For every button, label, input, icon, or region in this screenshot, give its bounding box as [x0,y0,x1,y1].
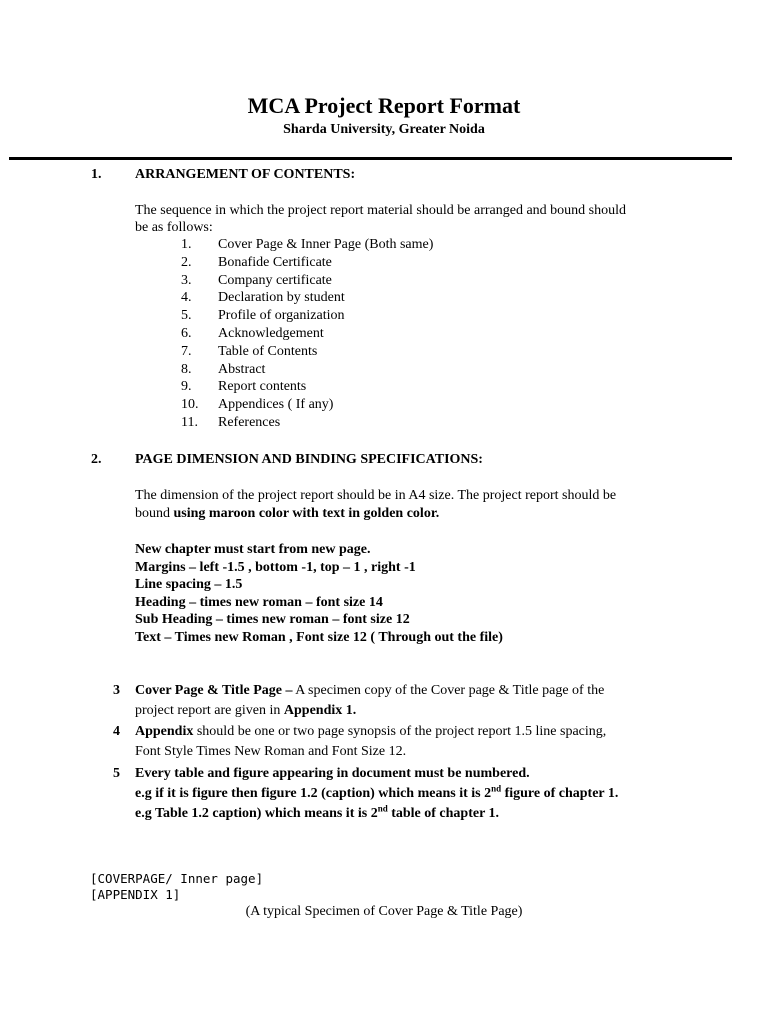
specimen-caption: (A typical Specimen of Cover Page & Title Page) [245,904,523,919]
list-item-label: Cover Page & Inner Page (Both same) [218,237,434,252]
section-2-para-line-2 [135,505,439,522]
appendix-tag: [APPENDIX 1] [90,887,181,902]
list-item-label: Table of Contents [218,343,318,359]
list-item-number: 3. [181,272,192,288]
item-3-number: 3 [113,683,120,698]
list-item-number: 4. [181,290,192,306]
item-5-number: 5 [113,766,120,781]
list-item-number: 7. [181,343,192,359]
item-3-bold-lead: Cover Page & Title Page – [135,683,293,698]
section-2-number: 2. [91,452,102,467]
list-item-label: Company certificate [218,272,332,288]
para-text: bound [135,506,174,521]
item-3-text: Cover Page & Title Page – A specimen copy of the Cover page & Title page of the project report are given in Appendix 1. [135,683,605,718]
section-2-para-line-1: The dimension of the project report should be in A4 size. The project report should be [135,488,617,503]
list-item-number: 8. [181,361,192,377]
coverpage-tag: [COVERPAGE/ Inner page] [90,871,264,886]
header-divider [9,157,732,160]
list-item-label: Declaration by student [218,290,345,306]
section-1-heading: ARRANGEMENT OF CONTENTS: [135,167,356,182]
spec-line: Text – Times new Roman , Font size 12 ( Through out the file) [135,629,503,645]
list-item-number: 9. [181,379,192,395]
para-bold-text: using maroon color with text in golden color. [173,506,440,521]
spec-line: Margins – left -1.5 , bottom -1, top – 1 , right -1 [135,559,416,575]
item-4-number: 4 [113,724,120,739]
list-item-number: 5. [181,308,192,324]
document-subtitle: Sharda University, Greater Noida [283,122,485,137]
section-1-intro-line-2: be as follows: [135,220,213,235]
item-5-text: Every table and figure appearing in document must be numbered. e.g if it is figure then figure 1.2 (caption) which means it is 2nd figure of chapter 1. e.g Table 1.2 caption) which means it is 2nd table of chapter 1. [135,766,619,821]
list-item-label: Report contents [218,379,307,395]
spec-line: Line spacing – 1.5 [135,577,243,592]
list-item-label: Abstract [218,361,266,377]
list-item-label: References [218,414,281,430]
spec-line: New chapter must start from new page. [135,542,371,557]
list-item-number: 10. [181,397,199,413]
section-1-number: 1. [91,167,102,182]
list-item-number: 1. [181,237,192,252]
spec-line: Heading – times new roman – font size 14 [135,594,383,610]
document-title: MCA Project Report Format [247,93,521,118]
list-item-label: Appendices ( If any) [218,397,334,413]
list-item-label: Bonafide Certificate [218,254,332,270]
list-item-label: Acknowledgement [218,325,324,341]
item-3-bold-tail: Appendix 1. [283,703,357,718]
list-item-number: 6. [181,325,192,341]
section-2-heading: PAGE DIMENSION AND BINDING SPECIFICATIONS: [135,452,483,467]
list-item-label: Profile of organization [218,308,345,324]
list-item-number: 2. [181,254,192,270]
spec-line: Sub Heading – times new roman – font size 12 [135,612,410,627]
item-4-text: Appendix should be one or two page synopsis of the project report 1.5 line spacing, Font Style Times New Roman and Font Size 12. [135,724,607,759]
list-item-number: 11. [181,414,198,430]
item-4-bold-lead: Appendix [135,724,194,739]
section-1-intro-line-1: The sequence in which the project report material should be arranged and bound should [135,203,627,218]
